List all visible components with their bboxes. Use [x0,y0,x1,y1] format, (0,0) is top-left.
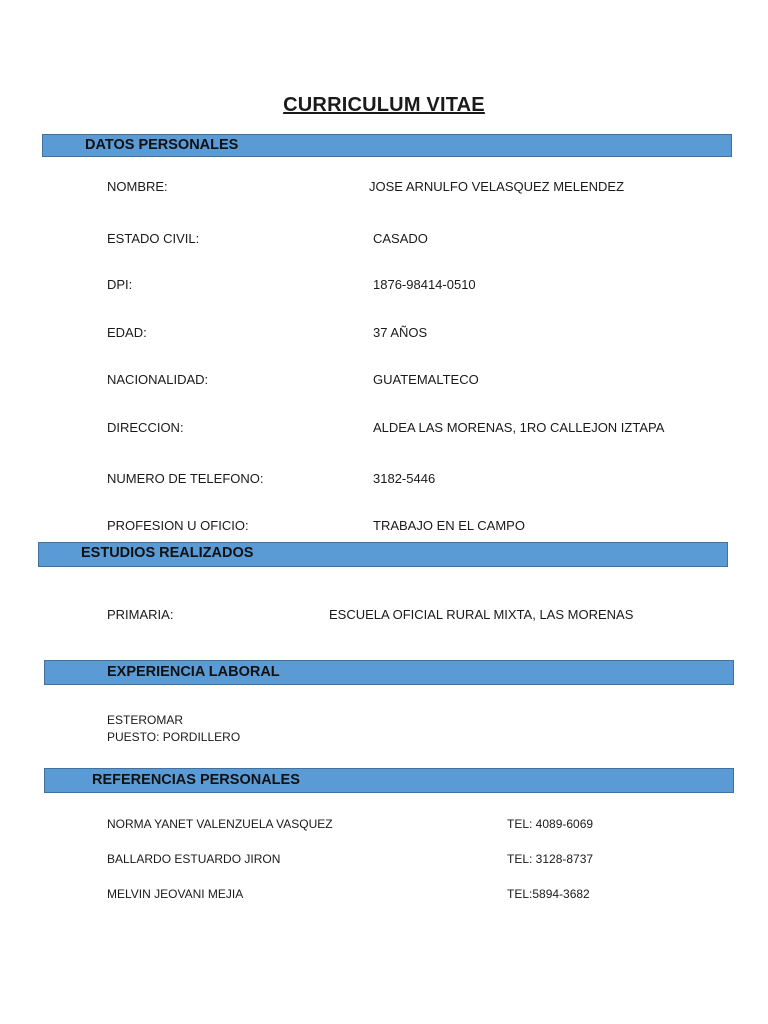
field-label-profesion: PROFESION U OFICIO: [107,518,249,533]
section-header-studies [38,542,728,567]
reference-phone: TEL: 3128-8737 [507,852,594,866]
experience-position: PUESTO: PORDILLERO [107,730,241,744]
section-header-references [44,768,734,793]
field-label-nombre: NOMBRE: [107,179,168,194]
field-label-telefono: NUMERO DE TELEFONO: [107,471,264,486]
field-label-nacionalidad: NACIONALIDAD: [107,372,209,387]
field-label-direccion: DIRECCION: [107,420,184,435]
field-value-profesion: TRABAJO EN EL CAMPO [373,518,525,533]
field-value-dpi: 1876-98414-0510 [373,277,476,292]
field-value-nacionalidad: GUATEMALTECO [373,372,479,387]
section-title-experience: EXPERIENCIA LABORAL [107,664,280,680]
reference-name: NORMA YANET VALENZUELA VASQUEZ [107,817,333,831]
section-title-personal: DATOS PERSONALES [85,137,239,153]
section-header-personal [42,134,732,157]
field-value-primaria: ESCUELA OFICIAL RURAL MIXTA, LAS MORENAS [329,607,634,622]
field-label-edad: EDAD: [107,325,147,340]
field-label-estado-civil: ESTADO CIVIL: [107,231,200,246]
experience-company: ESTEROMAR [107,713,184,727]
field-value-telefono: 3182-5446 [373,471,436,486]
reference-name: MELVIN JEOVANI MEJIA [107,887,244,901]
field-value-nombre: JOSE ARNULFO VELASQUEZ MELENDEZ [369,179,625,194]
field-label-dpi: DPI: [107,277,133,292]
section-title-studies: ESTUDIOS REALIZADOS [81,545,254,561]
field-value-direccion: ALDEA LAS MORENAS, 1RO CALLEJON IZTAPA [373,420,665,435]
section-header-experience [44,660,734,685]
field-label-primaria: PRIMARIA: [107,607,174,622]
field-value-estado-civil: CASADO [373,231,428,246]
page-title: CURRICULUM VITAE [283,94,485,116]
reference-phone: TEL:5894-3682 [507,887,590,901]
field-value-edad: 37 AÑOS [373,325,428,340]
section-title-references: REFERENCIAS PERSONALES [92,772,300,788]
reference-name: BALLARDO ESTUARDO JIRON [107,852,281,866]
reference-phone: TEL: 4089-6069 [507,817,594,831]
